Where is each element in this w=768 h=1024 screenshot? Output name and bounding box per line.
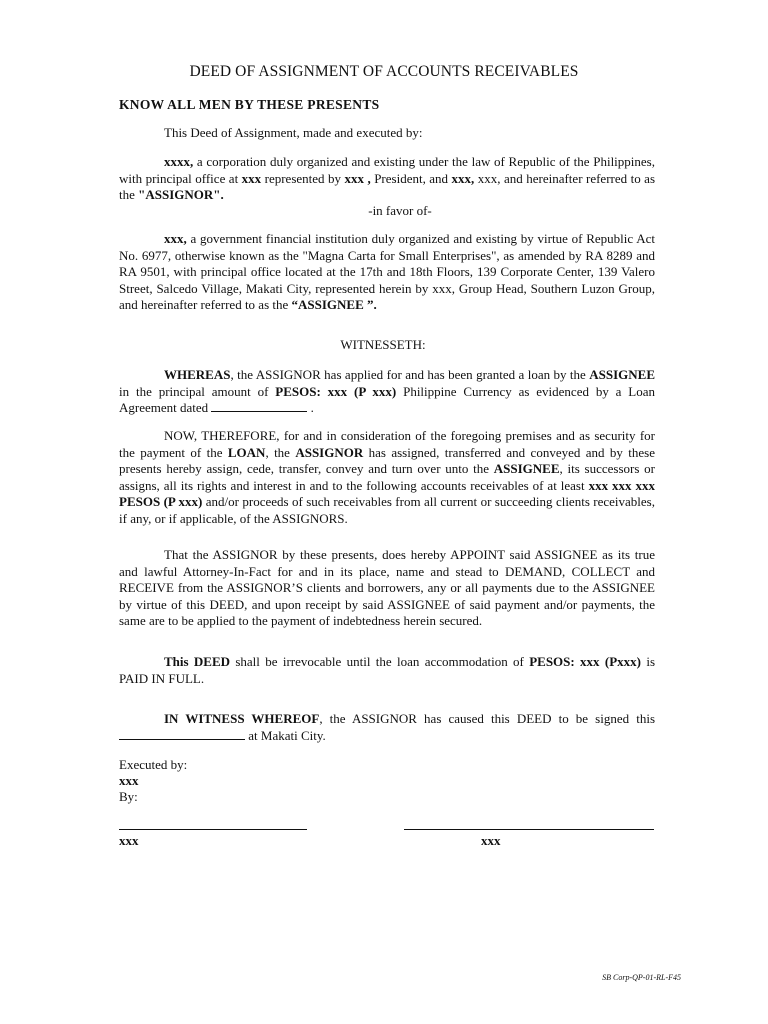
executor-name: xxx <box>119 773 139 788</box>
form-code-footer: SB Corp-QP-01-RL-F45 <box>602 973 681 982</box>
right-signature-line <box>404 829 654 830</box>
intro-line: This Deed of Assignment, made and executed by: <box>164 125 423 140</box>
opening-heading: KNOW ALL MEN BY THESE PRESENTS <box>119 97 380 112</box>
whereas-paragraph: WHEREAS, the ASSIGNOR has applied for and has been granted a loan by the ASSIGNEE in the principal amount of PESOS: xxx (P xxx) Philippine Currency as evidenced by a Loan Agreement dated . <box>119 367 655 416</box>
in-favor-of: -in favor of- <box>368 203 432 218</box>
executed-by-label: Executed by: <box>119 757 188 772</box>
right-signatory-name: xxx <box>481 833 501 848</box>
appoint-paragraph: That the ASSIGNOR by these presents, does hereby APPOINT said ASSIGNEE as its true and lawful Attorney-In-Fact for and in its place, name and stead to DEMAND, COLLECT and RECEIVE from the ASSIGNOR’S clients and borrowers, any or all payments due to the ASSIGNEE by virtue of this DEED, and upon receipt by said ASSIGNEE of said payment and/or payments, the same are to be applied to the payment of indebtedness herein secured. <box>119 547 655 629</box>
loan-date-blank <box>211 400 307 412</box>
irrevocable-paragraph: This DEED shall be irrevocable until the loan accommodation of PESOS: xxx (Pxxx) is PAID IN FULL. <box>119 654 655 686</box>
now-therefore-paragraph: NOW, THEREFORE, for and in consideration of the foregoing premises and as security for the payment of the LOAN, the ASSIGNOR has assigned, transferred and conveyed and by these presents hereby assign, cede, transfer, convey and turn over unto the ASSIGNEE, its successors or assigns, all its rights and interest in and to the following accounts receivables of at least xxx xxx xxx PESOS (P xxx) and/or proceeds of such receivables from all current or succeeding clients receivables, if any, or if applicable, of the ASSIGNORS. <box>119 428 656 526</box>
witnesseth-heading: WITNESSETH: <box>340 337 426 352</box>
assignor-paragraph: xxxx, a corporation duly organized and existing under the law of Republic of the Philippines, with principal office at xxx represented by xxx , President, and xxx, xxx, and hereinafter referred to as the "ASSIGNOR". <box>119 154 655 203</box>
left-signatory-name: xxx <box>119 833 139 848</box>
by-label: By: <box>119 789 138 804</box>
assignee-paragraph: xxx, a government financial institution duly organized and existing by virtue of Republic Act No. 6977, otherwise known as the "Magna Carta for Small Enterprises", as amended by RA 8289 and RA 9501, with principal office located at the 17th and 18th Floors, 139 Corporate Center, 139 Valero Street, Salcedo Village, Makati City, represented herein by xxx, Group Head, Southern Luzon Group, and hereinafter referred to as the “ASSIGNEE ”. <box>119 231 655 313</box>
left-signature-line <box>119 829 307 830</box>
witness-whereof-paragraph: IN WITNESS WHEREOF, the ASSIGNOR has caused this DEED to be signed this at Makati City. <box>119 711 655 744</box>
document-title: DEED OF ASSIGNMENT OF ACCOUNTS RECEIVABLES <box>189 63 579 80</box>
signing-date-blank <box>119 728 245 740</box>
